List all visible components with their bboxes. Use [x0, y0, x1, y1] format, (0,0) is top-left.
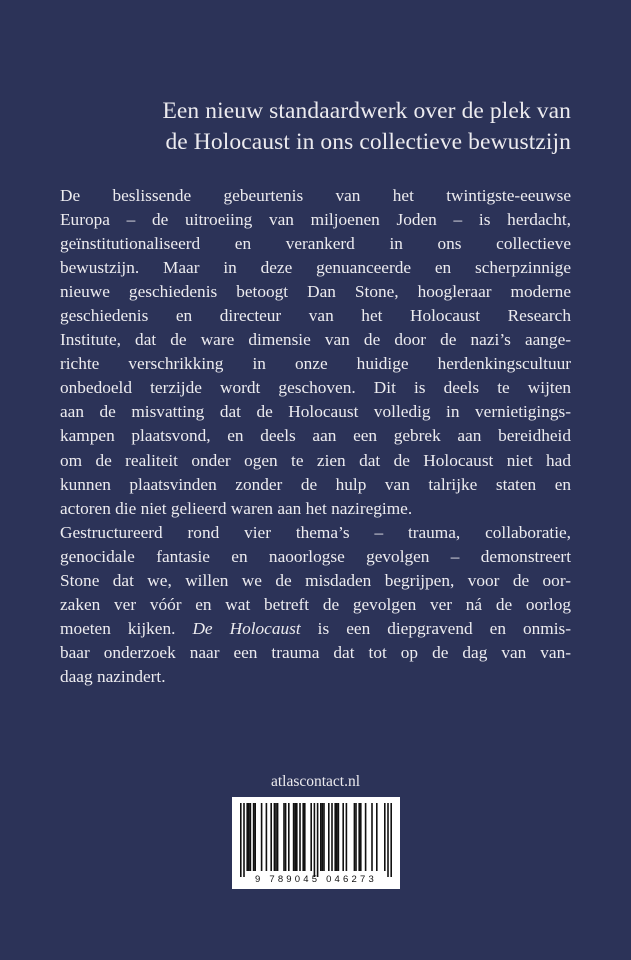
- isbn-barcode: [232, 797, 400, 889]
- blurb-line: genocidale fantasie en naoorlogse gevolgen – demonstreert: [60, 546, 571, 566]
- blurb-line: geschiedenis en directeur van het Holocaust Research: [60, 306, 571, 326]
- barcode-bar: [266, 803, 268, 871]
- barcode-bar: [376, 803, 378, 871]
- blurb-line-post: is een diepgravend en onmis-: [300, 618, 571, 638]
- barcode-bar: [248, 803, 250, 871]
- barcode-bar: [277, 803, 279, 871]
- blurb-line: geïnstitutionaliseerd en verankerd in ons collectieve: [60, 234, 571, 254]
- barcode-bar: [342, 803, 344, 871]
- blurb-line: richte verschrikking in onze huidige herdenkingscultuur: [60, 354, 571, 374]
- blurb-line: Institute, dat de ware dimensie van de door de nazi’s aange-: [60, 330, 571, 350]
- blurb-line: kunnen plaatsvinden zonder de hulp van talrijke staten en: [60, 474, 571, 494]
- book-title-italic: De Holocaust: [192, 618, 301, 638]
- isbn-number: 9 789045 046273: [255, 874, 377, 885]
- blurb-line: Europa – de uitroeiing van miljoenen Joden – is herdacht,: [60, 210, 571, 230]
- barcode-bar: [299, 803, 301, 871]
- blurb-line: Stone dat we, willen we de misdaden begrijpen, voor de oor-: [60, 570, 571, 590]
- barcode-bar: [334, 803, 336, 871]
- barcode-bar: [328, 803, 330, 871]
- tagline-line-2: de Holocaust in ons collectieve bewustzijn: [165, 129, 571, 155]
- barcode-bar: [317, 803, 319, 877]
- blurb-line: om de realiteit onder ogen te zien dat de Holocaust niet had: [60, 450, 571, 470]
- tagline-heading: [60, 96, 571, 158]
- barcode-bar: [314, 803, 316, 877]
- barcode-bar: [387, 803, 389, 877]
- blurb-text: [60, 184, 571, 689]
- blurb-line: baar onderzoek naar een trauma dat tot op de dag van van-: [60, 642, 571, 662]
- blurb-line: onbedoeld terzijde wordt geschoven. Dit is deels te wijten: [60, 378, 571, 398]
- blurb-line: [60, 617, 571, 641]
- blurb-line: kampen plaatsvond, en deels aan een gebrek aan bereidheid: [60, 426, 571, 446]
- barcode-bar: [240, 803, 242, 877]
- barcode-bar: [288, 803, 290, 871]
- barcode-bar: [322, 803, 324, 871]
- barcode-bar: [331, 803, 333, 871]
- barcode-bar: [275, 803, 277, 871]
- barcode-bar: [246, 803, 248, 871]
- barcode-bar: [243, 803, 245, 877]
- barcode-bar: [336, 803, 338, 871]
- tagline-line-1: Een nieuw standaardwerk over de plek van: [162, 98, 571, 124]
- blurb-line: daag nazindert.: [60, 666, 166, 686]
- barcode-bar: [304, 803, 306, 871]
- barcode-bar: [283, 803, 285, 871]
- barcode-bar: [354, 803, 356, 871]
- barcode-bar: [254, 803, 256, 871]
- blurb-line: actoren die niet gelieerd waren aan het naziregime.: [60, 498, 413, 518]
- blurb-line: aan de misvatting dat de Holocaust volledig in vernietigings-: [60, 402, 571, 422]
- barcode-bar: [250, 803, 252, 871]
- blurb-line: bewustzijn. Maar in deze genuanceerde en scherpzinnige: [60, 258, 571, 278]
- barcode-bar: [346, 803, 348, 871]
- barcode-bar: [323, 803, 325, 871]
- barcode-bar: [365, 803, 367, 871]
- blurb-line-pre: moeten kijken.: [60, 618, 193, 638]
- barcode-bar: [274, 803, 276, 871]
- barcode-bar: [253, 803, 255, 871]
- blurb-line: zaken ver vóór en wat betreft de gevolgen ver ná de oorlog: [60, 594, 571, 614]
- blurb-line: Gestructureerd rond vier thema’s – trauma, collaboratie,: [60, 522, 571, 542]
- barcode-bar: [384, 803, 386, 871]
- barcode-bar: [355, 803, 357, 871]
- barcode-bar: [360, 803, 362, 871]
- blurb-line: De beslissende gebeurtenis van het twintigste-eeuwse: [60, 186, 571, 205]
- blurb-line: nieuwe geschiedenis betoogt Dan Stone, hoogleraar moderne: [60, 282, 571, 302]
- barcode-bar: [261, 803, 263, 871]
- barcode-bar: [310, 803, 312, 871]
- barcode-bar: [270, 803, 272, 871]
- barcode-bar: [358, 803, 360, 871]
- barcode-bar: [371, 803, 373, 871]
- barcode-bar: [294, 803, 296, 871]
- barcode-bar: [293, 803, 295, 871]
- barcode-bar: [338, 803, 340, 871]
- publisher-website: atlascontact.nl: [270, 773, 361, 790]
- barcode-bar: [302, 803, 304, 871]
- barcode-bar: [390, 803, 392, 877]
- barcode-bar: [285, 803, 287, 871]
- barcode-bar: [296, 803, 298, 871]
- barcode-bar: [320, 803, 322, 871]
